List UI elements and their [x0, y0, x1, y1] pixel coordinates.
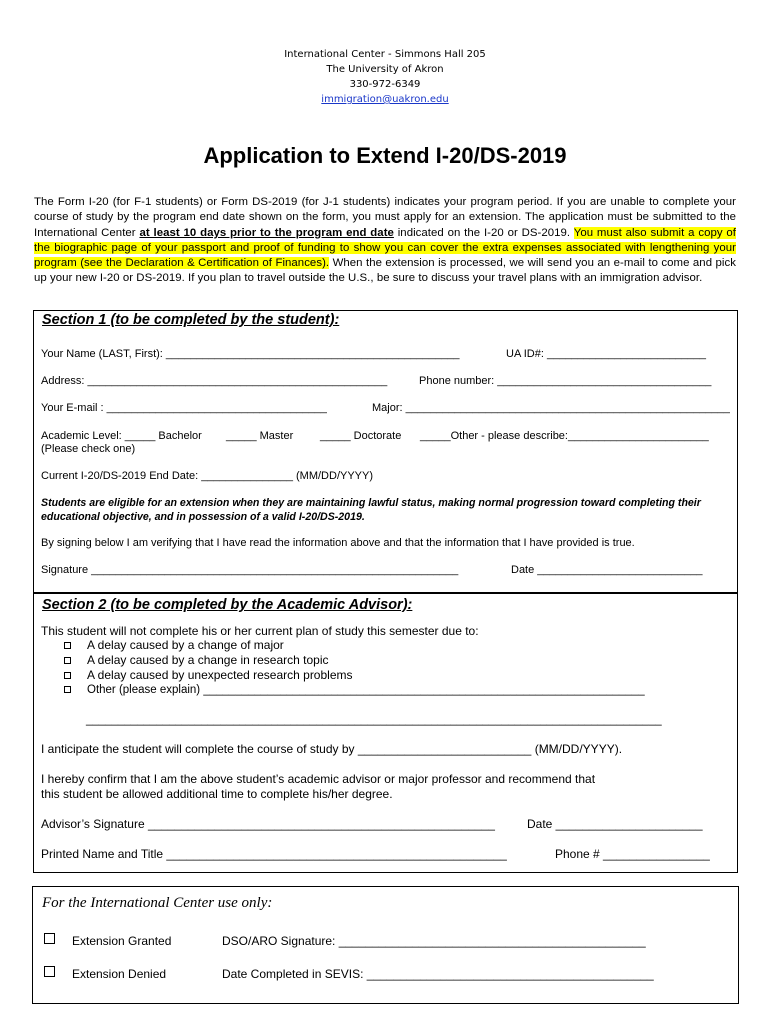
office-use-title: For the International Center use only: [42, 895, 273, 911]
intro-text-2: indicated on the I-20 or DS-2019. [393, 226, 574, 239]
intro-text-1: The Form I-20 (for F-1 students) or Form DS-2019 (for J-1 students) indicates your program period. If you are unable to complete your course of study by the program end date shown on the form, you must apply for an extension. The application must be submitted to the International Center [34, 196, 736, 239]
section2-title: Section 2 (to be completed by the Academic Advisor): [42, 597, 413, 613]
checkbox-icon[interactable] [64, 657, 71, 664]
name-field[interactable]: Your Name (LAST, First): ________________________________________________ [41, 348, 460, 360]
extension-denied-option[interactable] [44, 966, 55, 981]
address-field[interactable]: Address: _________________________________________________ [41, 375, 388, 387]
reason-option-2[interactable] [64, 653, 329, 668]
dso-signature-field[interactable]: DSO/ARO Signature: ______________________________________________ [222, 934, 646, 948]
verification-note: By signing below I am verifying that I have read the information above and that the information that I have provided is true. [41, 537, 635, 549]
level-other[interactable]: _____Other - please describe:_______________________ [420, 430, 709, 442]
printed-name-field[interactable]: Printed Name and Title ___________________________________________________ [41, 847, 507, 861]
check-one-note: (Please check one) [41, 443, 136, 455]
confirm-line-2: this student be allowed additional time to complete his/her degree. [41, 787, 393, 801]
extension-denied-label: Extension Denied [72, 967, 167, 981]
signature-field[interactable]: Signature ____________________________________________________________ [41, 564, 459, 576]
advisor-phone-field[interactable]: Phone # ________________ [555, 847, 710, 861]
intro-deadline: at least 10 days prior to the program end date [139, 226, 394, 239]
confirm-line-1: I hereby confirm that I am the above student’s academic advisor or major professor and recommend that [41, 772, 596, 786]
eligibility-note: Students are eligible for an extension when they are maintaining lawful status, making normal progression toward completing their educational objective, and in possession of a valid I-20/DS-2019. [41, 497, 701, 523]
level-bachelor[interactable]: Academic Level: _____ Bachelor [41, 430, 202, 442]
reason-label: A delay caused by a change in research topic [87, 653, 329, 667]
checkbox-icon[interactable] [44, 966, 55, 977]
level-master[interactable]: _____ Master [226, 430, 294, 442]
phone-field[interactable]: Phone number: ___________________________________ [419, 375, 712, 387]
section2-intro: This student will not complete his or her current plan of study this semester due to: [41, 624, 479, 638]
checkbox-icon[interactable] [44, 933, 55, 944]
reason-option-3[interactable] [64, 668, 353, 683]
checkbox-icon[interactable] [64, 672, 71, 679]
advisor-signature-field[interactable]: Advisor’s Signature ____________________________________________________ [41, 817, 495, 831]
other-explain-line[interactable]: __________________________________________________________________________________________ [86, 714, 662, 726]
intro-highlight: You must also submit a copy of the biographic page of your passport and proof of funding to show you can cover the extra expenses associated with lengthening your program (see the Declaration & Certification of Finances). [34, 226, 737, 270]
header-address-line: International Center - Simmons Hall 205 [284, 49, 486, 60]
intro-text-3: When the extension is processed, we will send you an e-mail to come and pick up your new I-20 or DS-2019. If you plan to travel outside the U.S., be sure to discuss your travel plans with an immigration advisor. [34, 257, 736, 285]
reason-label: A delay caused by unexpected research problems [87, 668, 353, 682]
header-email-row [0, 92, 770, 107]
reason-label: A delay caused by a change of major [87, 638, 284, 652]
extension-granted-option[interactable] [44, 933, 55, 948]
email-field[interactable]: Your E-mail : ____________________________________ [41, 402, 327, 414]
intro-paragraph [34, 195, 736, 287]
section1-title: Section 1 (to be completed by the student): [42, 312, 340, 328]
checkbox-icon[interactable] [64, 686, 71, 693]
reason-label: Other (please explain) _____________________________________________________________________ [87, 684, 645, 696]
major-field[interactable]: Major: _____________________________________________________ [372, 402, 730, 414]
header-university: The University of Akron [326, 64, 444, 75]
advisor-date-field[interactable]: Date ______________________ [527, 817, 703, 831]
level-doctorate[interactable]: _____ Doctorate [320, 430, 402, 442]
end-date-field[interactable]: Current I-20/DS-2019 End Date: _______________ (MM/DD/YYYY) [41, 470, 374, 482]
anticipate-field[interactable]: I anticipate the student will complete the course of study by __________________________ (MM/DD/YYYY). [41, 742, 623, 756]
signature-date-field[interactable]: Date ___________________________ [511, 564, 703, 576]
extension-granted-label: Extension Granted [72, 934, 172, 948]
page-title: Application to Extend I-20/DS-2019 [203, 143, 567, 168]
reason-option-1[interactable] [64, 638, 284, 653]
sevis-date-field[interactable]: Date Completed in SEVIS: ___________________________________________ [222, 967, 654, 981]
header-phone: 330-972-6349 [349, 79, 421, 90]
reason-option-4[interactable] [64, 683, 645, 698]
uaid-field[interactable]: UA ID#: __________________________ [506, 348, 707, 360]
checkbox-icon[interactable] [64, 642, 71, 649]
email-link[interactable]: immigration@uakron.edu [321, 94, 449, 105]
